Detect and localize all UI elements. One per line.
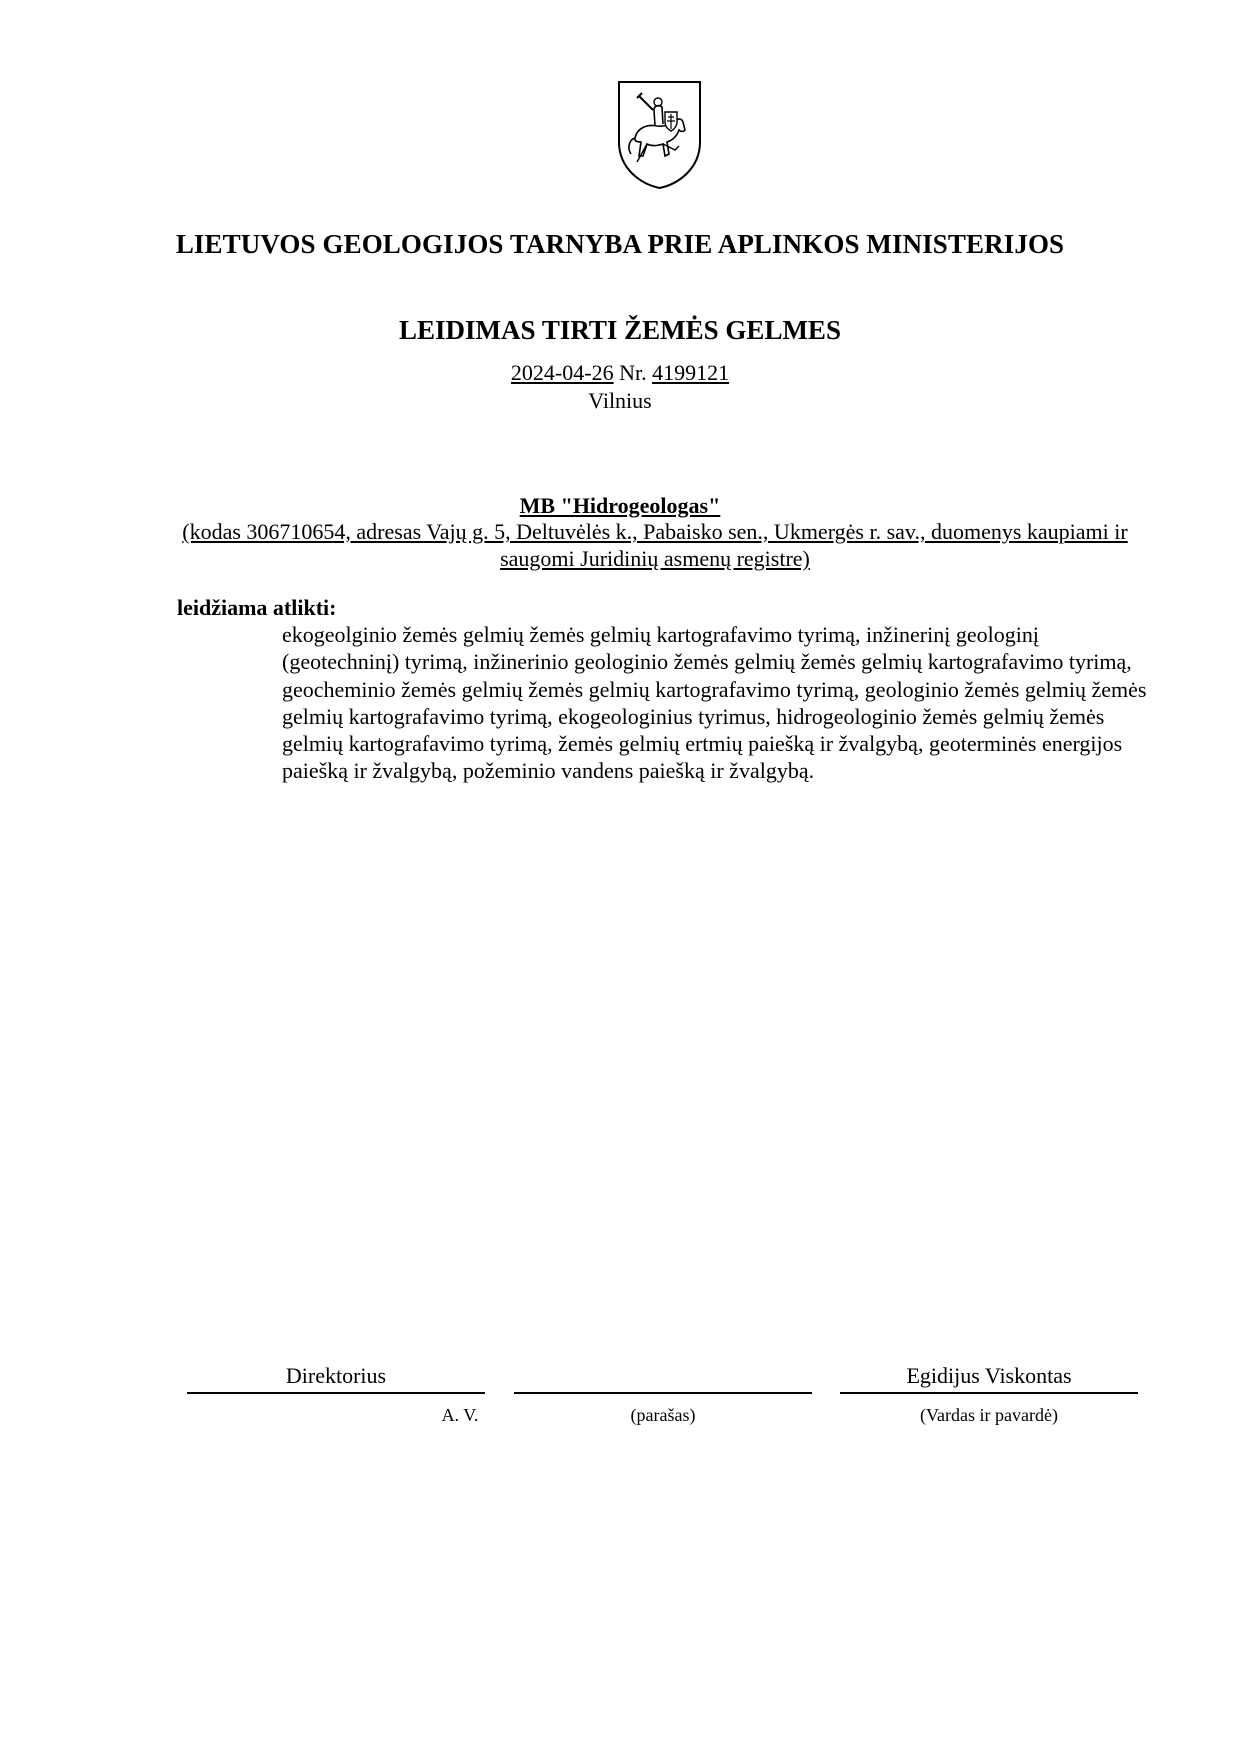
permission-text: ekogeolginio žemės gelmių žemės gelmių kartografavimo tyrimą, inžinerinį geologinį (geotechninį) tyrimą, inžinerinio geologinio žemės gelmių žemės gelmių kartografavimo tyrimą, geocheminio žemės gelmių žemės gelmių kartografavimo tyrimą, geologinio žemės gelmių žemės gelmių kartografavimo tyrimą, ekogeologinius tyrimus, hidrogeologinio žemės gelmių žemės gelmių kartografavimo tyrimą, žemės gelmių ertmių paiešką ir žvalgybą, geoterminės energijos paiešką ir žvalgybą, požeminio vandens paiešką ir žvalgybą.	[282, 622, 1147, 784]
coat-of-arms-emblem	[617, 80, 702, 190]
signer-name: Egidijus Viskontas	[906, 1363, 1072, 1388]
document-date-number-line	[0, 359, 1240, 387]
document-date: 2024-04-26	[510, 360, 614, 385]
signature-caption: (parašas)	[630, 1405, 696, 1425]
document-title: LEIDIMAS TIRTI ŽEMĖS GELMES	[399, 315, 841, 345]
seal-label: A. V.	[441, 1405, 479, 1425]
position-signature-line	[187, 1392, 485, 1394]
company-name: MB "Hidrogeologas"	[519, 493, 721, 518]
name-signature-line	[840, 1392, 1138, 1394]
document-number: 4199121	[652, 360, 730, 385]
signature-line	[514, 1392, 812, 1394]
document-number-label: Nr.	[619, 360, 647, 385]
signer-position: Direktorius	[285, 1363, 387, 1388]
organization-name: LIETUVOS GEOLOGIJOS TARNYBA PRIE APLINKOS MINISTERIJOS	[175, 229, 1065, 259]
permission-label: leidžiama atlikti:	[177, 595, 337, 620]
company-details: (kodas 306710654, adresas Vajų g. 5, Deltuvėlės k., Pabaisko sen., Ukmergės r. sav., duomenys kaupiami ir saugomi Juridinių asmenų registre)	[182, 519, 1128, 571]
name-caption: (Vardas ir pavardė)	[920, 1405, 1058, 1425]
document-place: Vilnius	[588, 388, 652, 413]
